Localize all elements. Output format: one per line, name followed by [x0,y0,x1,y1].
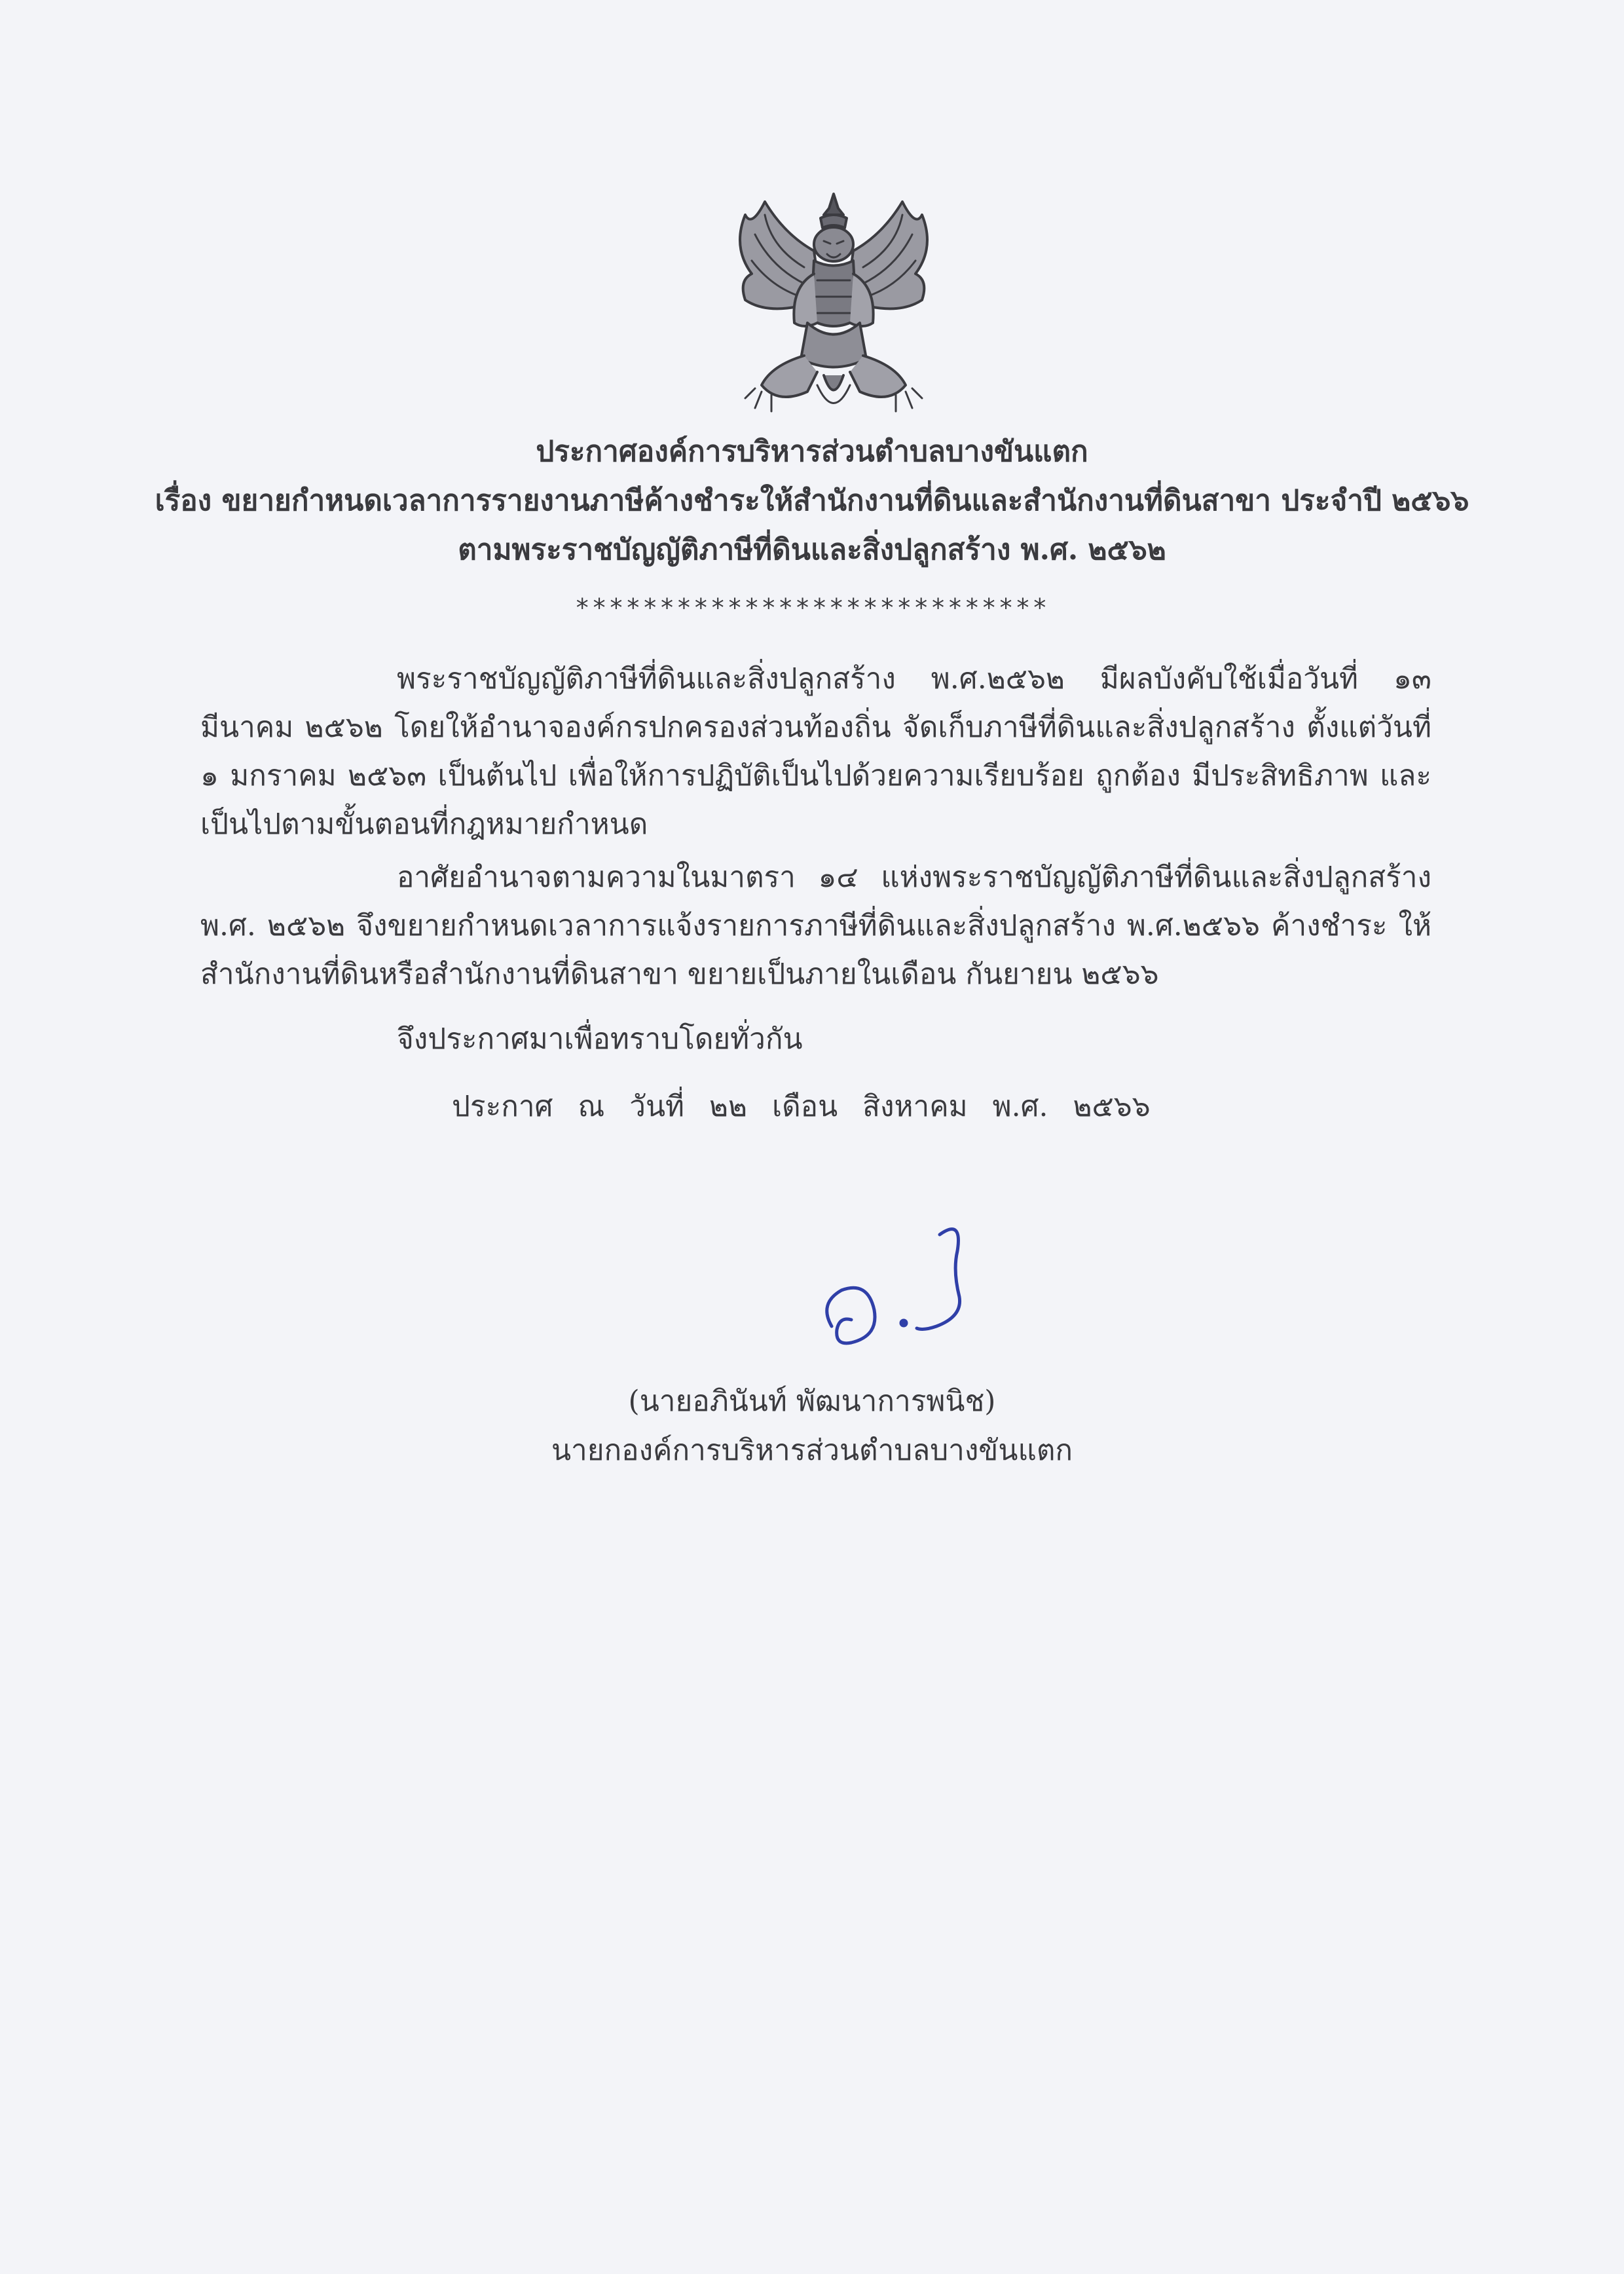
paragraph1-line: เป็นไปตามขั้นตอนที่กฎหมายกำหนด [200,808,648,841]
separator-stars: **************************** [574,593,1050,622]
paragraph2-line: สำนักงานที่ดินหรือสำนักงานที่ดินสาขา ขยายเป็นภายในเดือน กันยายน ๒๕๖๖ [200,958,1159,991]
announcement-date: ประกาศ ณ วันที่ ๒๒ เดือน สิงหาคม พ.ศ. ๒๕๖๖ [452,1090,1151,1123]
announcement-subject: เรื่อง ขยายกำหนดเวลาการรายงานภาษีค้างชำระให้สำนักงานที่ดินและสำนักงานที่ดินสาขา ประจำปี ๒๕๖๖ [155,484,1469,517]
paragraph1-line: ๑ มกราคม ๒๕๖๓ เป็นต้นไป เพื่อให้การปฏิบัติเป็นไปด้วยความเรียบร้อย ถูกต้อง มีประสิทธิภาพ และ [200,759,1431,792]
signer-name: (นายอภินันท์ พัฒนาการพนิช) [628,1385,996,1418]
paragraph1-line: พระราชบัญญัติภาษีที่ดินและสิ่งปลูกสร้าง พ.ศ.๒๕๖๒ มีผลบังคับใช้เมื่อวันที่ ๑๓ [397,662,1431,696]
garuda-emblem-icon [726,189,942,424]
announcement-act-reference: ตามพระราชบัญญัติภาษีที่ดินและสิ่งปลูกสร้าง พ.ศ. ๒๕๖๒ [458,533,1166,567]
paragraph1-line: มีนาคม ๒๕๖๒ โดยให้อำนาจองค์กรปกครองส่วนท้องถิ่น จัดเก็บภาษีที่ดินและสิ่งปลูกสร้าง ตั้งแต่วันที่ [200,711,1431,744]
announcement-title: ประกาศองค์การบริหารส่วนตำบลบางขันแตก [536,435,1088,468]
paragraph2-line: อาศัยอำนาจตามความในมาตรา ๑๔ แห่งพระราชบัญญัติภาษีที่ดินและสิ่งปลูกสร้าง [397,861,1431,894]
paragraph2-line: พ.ศ. ๒๕๖๒ จึงขยายกำหนดเวลาการแจ้งรายการภาษีที่ดินและสิ่งปลูกสร้าง พ.ศ.๒๕๖๖ ค้างชำระ ให้ [200,909,1431,942]
announce-line: จึงประกาศมาเพื่อทราบโดยทั่วกัน [397,1022,803,1056]
signer-position: นายกองค์การบริหารส่วนตำบลบางขันแตก [551,1434,1073,1467]
handwritten-signature [805,1212,1002,1362]
